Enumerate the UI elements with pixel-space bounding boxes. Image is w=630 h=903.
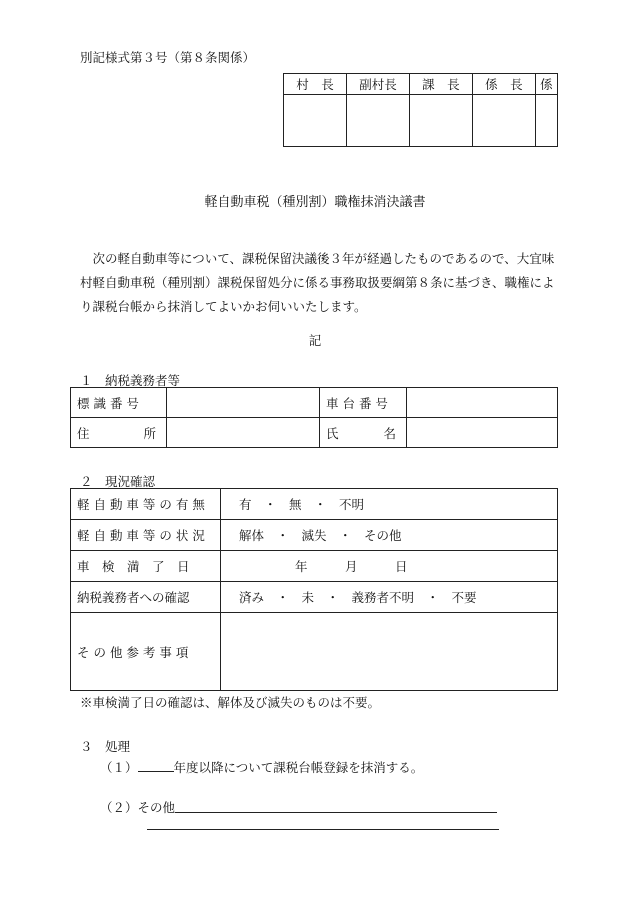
- status-condition-label: 軽 自 動 車 等 の 状 況: [71, 520, 221, 551]
- approval-stamp-subsection-chief[interactable]: [472, 95, 535, 147]
- process-item-1-text: 年度以降について課税台帳登録を抹消する。: [173, 760, 424, 775]
- plate-number-field[interactable]: [167, 388, 320, 418]
- name-label-char1: 氏: [326, 425, 339, 441]
- document-title: 軽自動車税（種別割）職権抹消決議書: [204, 195, 426, 210]
- chassis-number-field[interactable]: [407, 388, 558, 418]
- approval-header-staff: 係: [535, 74, 557, 95]
- inspection-expiry-date-field[interactable]: 年 月 日: [221, 551, 558, 582]
- section2-heading: ２ 現況確認: [80, 474, 156, 489]
- address-label-char1: 住: [77, 425, 90, 441]
- approval-header-subsection-chief: 係 長: [472, 74, 535, 95]
- other-notes-field[interactable]: [221, 613, 558, 691]
- process-item-1-prefix: （１）: [100, 760, 138, 775]
- taxpayer-confirmation-label: 納税義務者への確認: [71, 582, 221, 613]
- approval-stamp-section-chief[interactable]: [409, 95, 472, 147]
- intro-paragraph: 次の軽自動車等について、課税保留決議後３年が経過したものであるので、大宜味村軽自動車税（種別割）課税保留処分に係る事務取扱要綱第８条に基づき、職権により課税台帳から抹消してよいかお伺いいたします。: [80, 251, 555, 314]
- status-condition-options[interactable]: 解体 ・ 滅失 ・ その他: [221, 520, 558, 551]
- approval-header-deputy-mayor: 副村長: [346, 74, 409, 95]
- status-check-table: [70, 488, 558, 691]
- approval-stamp-staff[interactable]: [535, 95, 557, 147]
- process-item-2: [100, 798, 175, 816]
- name-label: [320, 418, 407, 448]
- other-process-line-1[interactable]: [175, 812, 497, 813]
- section1-heading: １ 納税義務者等: [80, 373, 181, 388]
- status-existence-label: 軽 自 動 車 等 の 有 無: [71, 489, 221, 520]
- process-item-1: [100, 758, 423, 776]
- approval-header-mayor: 村 長: [284, 74, 347, 95]
- approval-stamp-mayor[interactable]: [284, 95, 347, 147]
- address-label: [71, 418, 167, 448]
- taxpayer-table: [70, 387, 558, 448]
- plate-number-label: 標 識 番 号: [71, 388, 167, 418]
- approval-stamp-deputy-mayor[interactable]: [346, 95, 409, 147]
- other-notes-label: そ の 他 参 考 事 項: [71, 613, 221, 691]
- name-field[interactable]: [407, 418, 558, 448]
- address-field[interactable]: [167, 418, 320, 448]
- other-process-line-2[interactable]: [147, 829, 499, 830]
- section3-heading: ３ 処理: [80, 739, 131, 754]
- process-item-2-text: その他: [137, 800, 176, 815]
- ki-heading: 記: [308, 333, 322, 348]
- fiscal-year-blank[interactable]: [138, 759, 174, 772]
- process-item-2-prefix: （２）: [100, 800, 138, 815]
- chassis-number-label: 車 台 番 号: [320, 388, 407, 418]
- approval-stamp-table: [283, 73, 558, 147]
- name-label-char2: 名: [383, 425, 396, 441]
- approval-header-section-chief: 課 長: [409, 74, 472, 95]
- inspection-note: ※車検満了日の確認は、解体及び滅失のものは不要。: [80, 695, 381, 710]
- inspection-expiry-label: 車 検 満 了 日: [71, 551, 221, 582]
- taxpayer-confirmation-options[interactable]: 済み ・ 未 ・ 義務者不明 ・ 不要: [221, 582, 558, 613]
- address-label-char2: 所: [143, 425, 156, 441]
- form-number: 別記様式第３号（第８条関係）: [80, 50, 256, 65]
- status-existence-options[interactable]: 有 ・ 無 ・ 不明: [221, 489, 558, 520]
